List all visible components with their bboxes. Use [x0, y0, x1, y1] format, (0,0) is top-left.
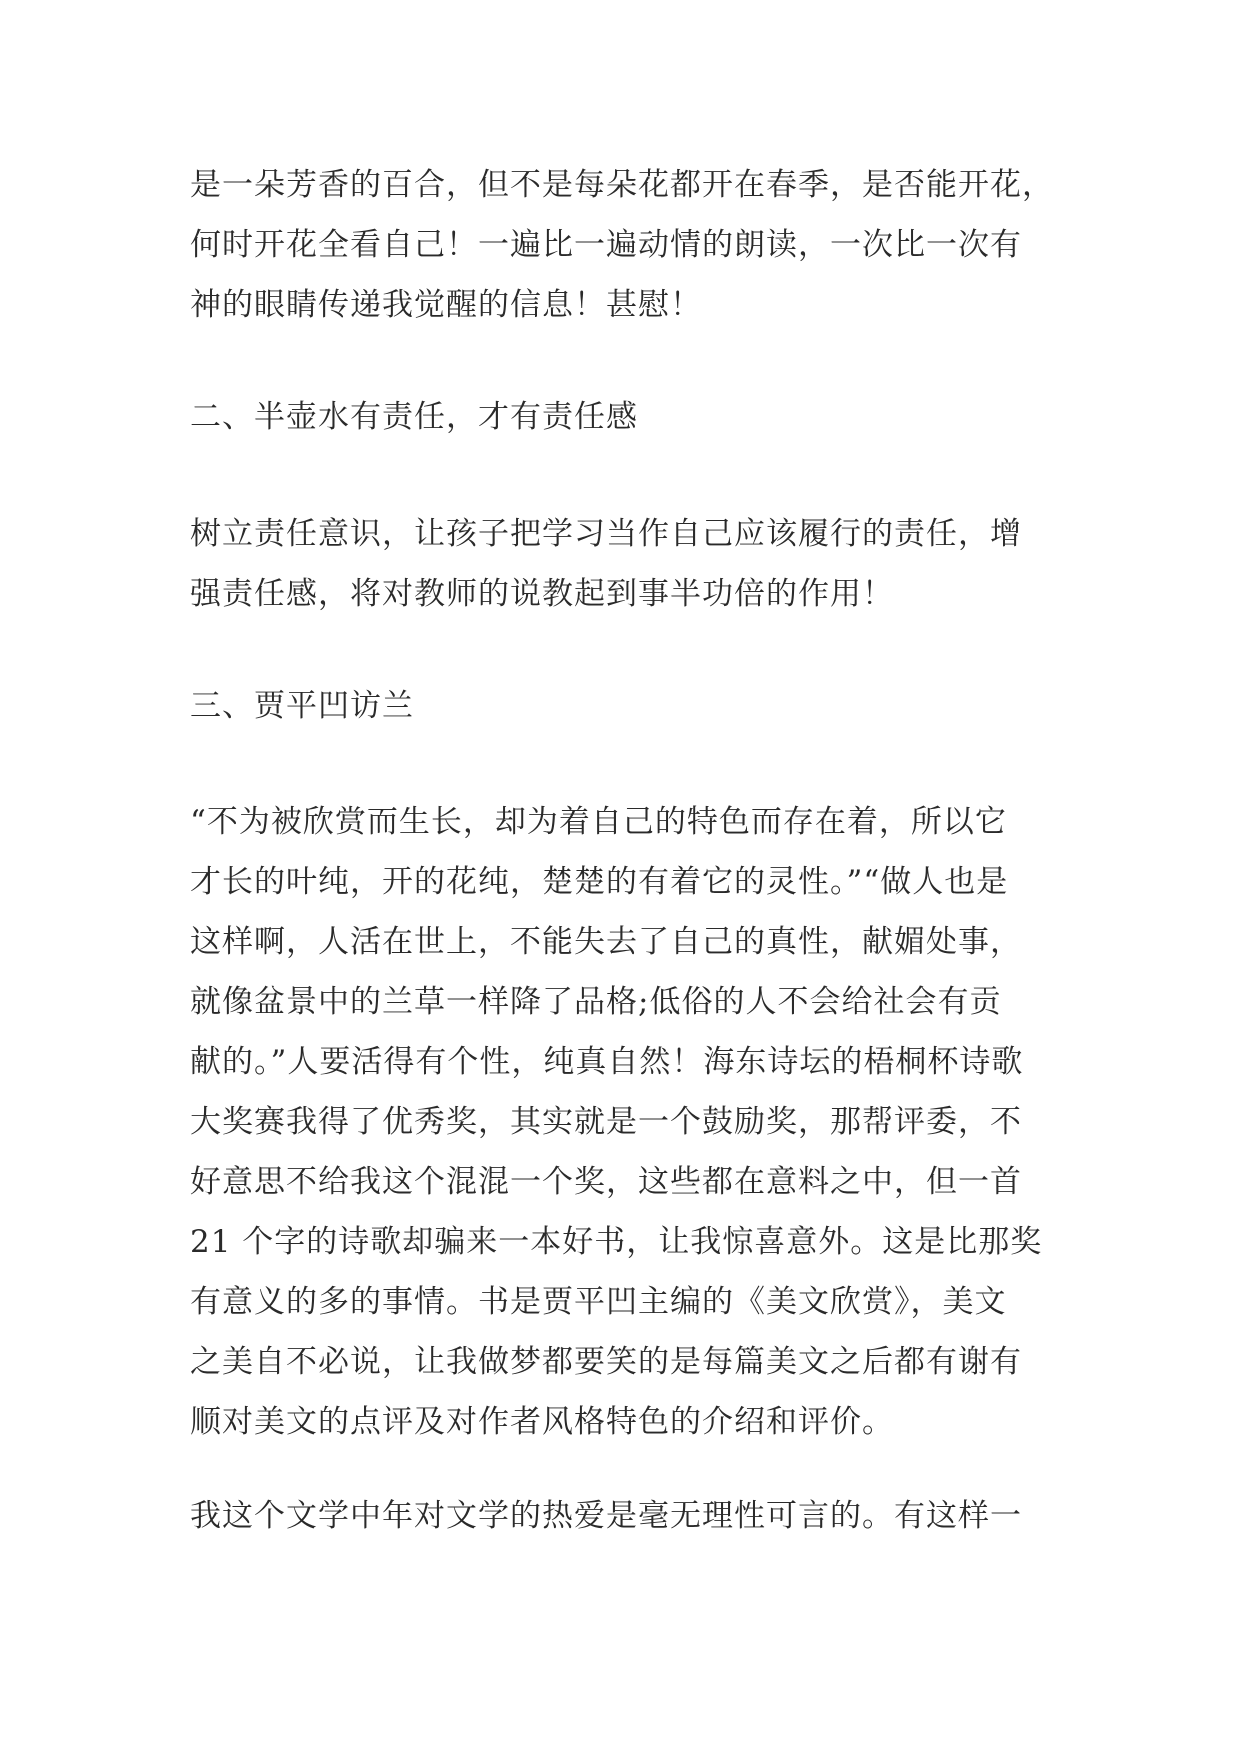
heading-text: 三、贾平凹访兰	[190, 688, 414, 724]
section-heading-2	[190, 387, 1070, 447]
paragraph-line: 之美自不必说，让我做梦都要笑的是每篇美文之后都有谢有	[190, 1344, 1022, 1380]
paragraph-line: 21 个字的诗歌却骗来一本好书，让我惊喜意外。这是比那奖	[190, 1224, 1043, 1260]
heading-text: 二、半壶水有责任，才有责任感	[190, 399, 638, 435]
paragraph-line: 这样啊，人活在世上，不能失去了自己的真性，献媚处事，	[190, 924, 1022, 960]
paragraph-line: 树立责任意识，让孩子把学习当作自己应该履行的责任，增	[190, 516, 1022, 552]
paragraph-line: 神的眼睛传递我觉醒的信息！甚慰！	[190, 287, 702, 323]
paragraph-line: 大奖赛我得了优秀奖，其实就是一个鼓励奖，那帮评委，不	[190, 1104, 1022, 1140]
paragraph-line: 强责任感，将对教师的说教起到事半功倍的作用！	[190, 576, 894, 612]
paragraph-line: 何时开花全看自己！一遍比一遍动情的朗读，一次比一次有	[190, 227, 1022, 263]
paragraph-line: 才长的叶纯，开的花纯，楚楚的有着它的灵性。”“做人也是	[190, 864, 1009, 900]
paragraph-line: 我这个文学中年对文学的热爱是毫无理性可言的。有这样一	[190, 1498, 1022, 1534]
paragraph-line: 是一朵芳香的百合，但不是每朵花都开在春季，是否能开花，	[190, 167, 1054, 203]
paragraph-line: 有意义的多的事情。书是贾平凹主编的《美文欣赏》，美文	[190, 1284, 1007, 1320]
paragraph-1	[190, 155, 1070, 335]
paragraph-4	[190, 1486, 1070, 1546]
paragraph-line: 好意思不给我这个混混一个奖，这些都在意料之中，但一首	[190, 1164, 1022, 1200]
paragraph-2	[190, 504, 1070, 624]
paragraph-3	[190, 792, 1070, 1452]
section-heading-3	[190, 676, 1070, 736]
paragraph-line: 就像盆景中的兰草一样降了品格;低俗的人不会给社会有贡	[190, 984, 1002, 1020]
paragraph-line: 顺对美文的点评及对作者风格特色的介绍和评价。	[190, 1404, 894, 1440]
paragraph-line: “不为被欣赏而生长，却为着自己的特色而存在着，所以它	[190, 804, 1007, 840]
paragraph-line: 献的。”人要活得有个性，纯真自然！海东诗坛的梧桐杯诗歌	[190, 1044, 1024, 1080]
